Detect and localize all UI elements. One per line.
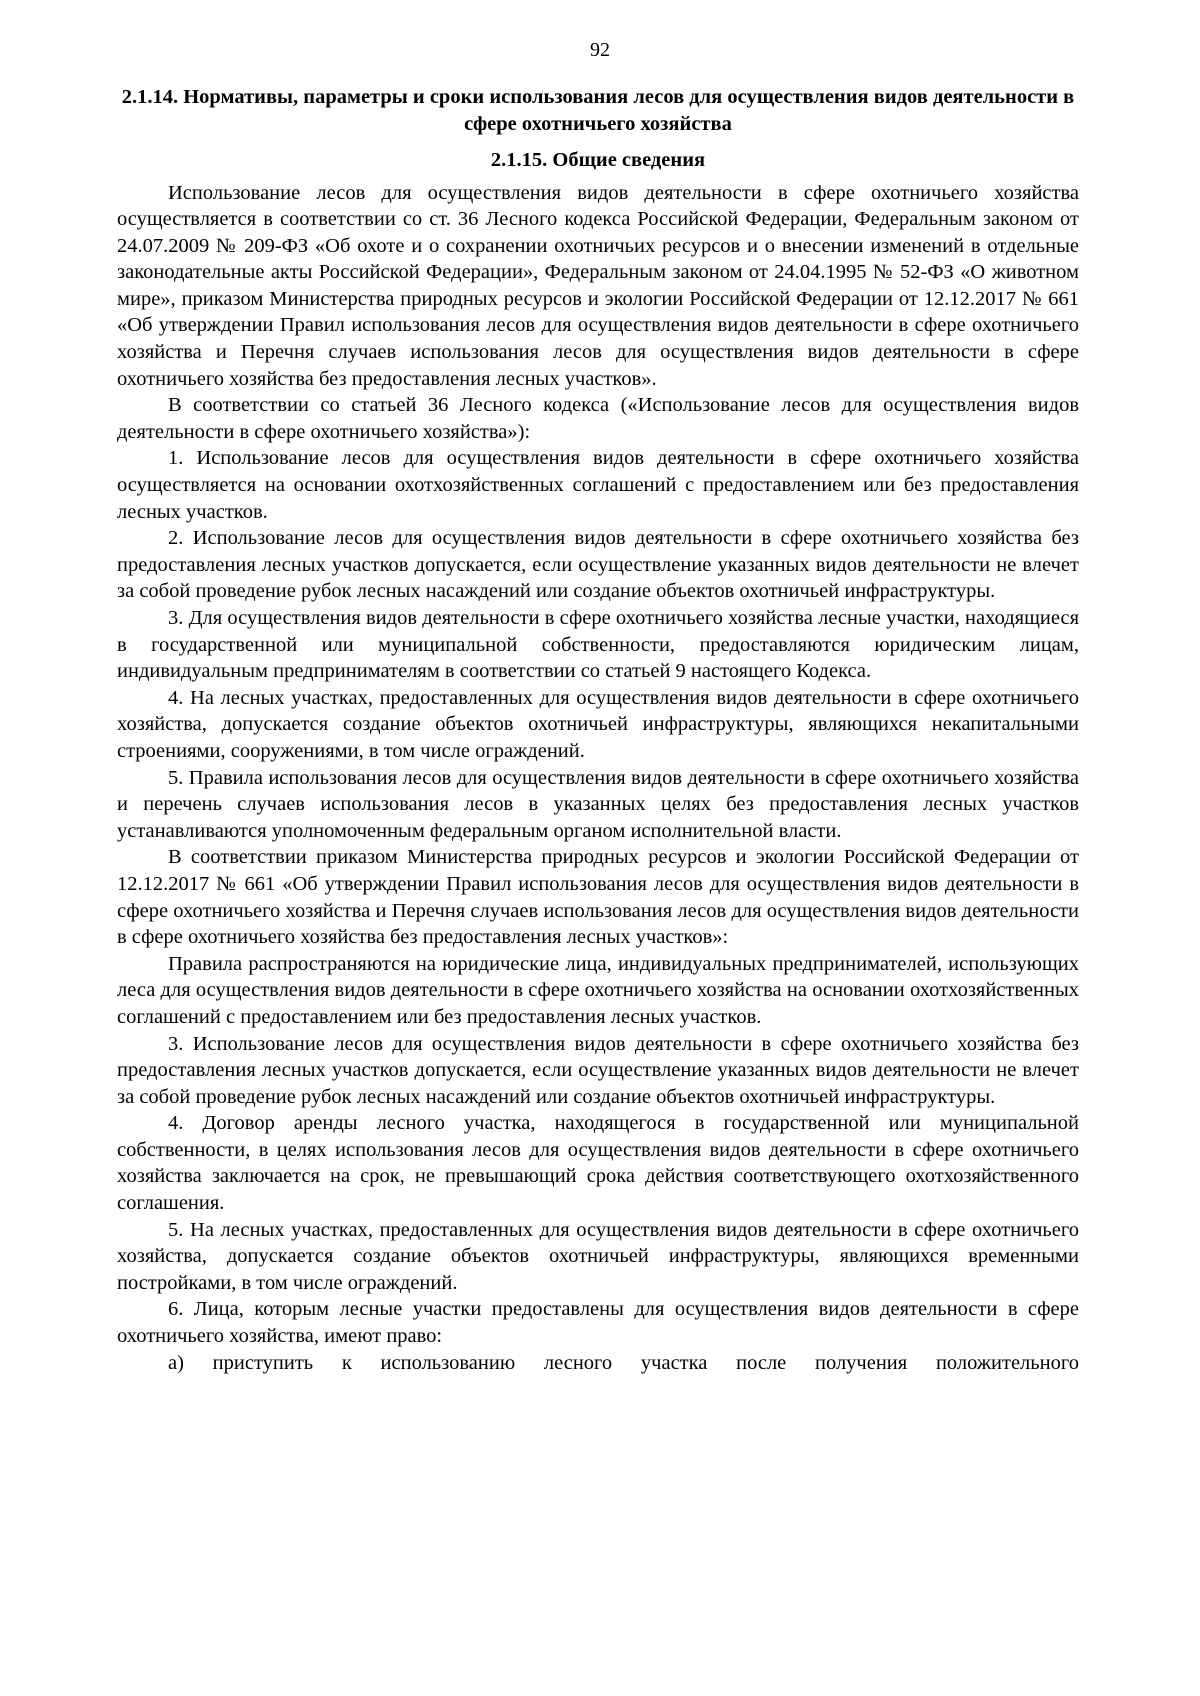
paragraph-article-36-item-3: 3. Для осуществления видов деятельности в сфере охотничьего хозяйства лесные участки, находящиеся в государственной или муниципальной собственности, предоставляются юридическим лицам, индивидуальным предпринимателям в соответствии со статьей 9 настоящего Кодекса. [117, 607, 1079, 683]
section-heading: 2.1.14. Нормативы, параметры и сроки использования лесов для осуществления видов деятельности в сфере охотничьего хозяйства [121, 86, 1075, 135]
paragraph-rules-item-6a: а) приступить к использованию лесного участка после получения положительного [168, 1351, 1079, 1374]
paragraph-order-661-lead: В соответствии приказом Министерства природных ресурсов и экологии Российской Федерации от 12.12.2017 № 661 «Об утверждении Правил использования лесов для осуществления видов деятельности в сфере охотничьего хозяйства и Перечня случаев использования лесов для осуществления видов деятельности в сфере охотничьего хозяйства без предоставления лесных участков»: [117, 846, 1079, 949]
subsection-heading: 2.1.15. Общие сведения [490, 149, 706, 171]
paragraph-rules-item-3: 3. Использование лесов для осуществления видов деятельности в сфере охотничьего хозяйства без предоставления лесных участков допускается, если осуществление указанных видов деятельности не влечет за собой проведение рубок лесных насаждений или создание объектов охотничьей инфраструктуры. [117, 1032, 1079, 1108]
paragraph-rules-scope: Правила распространяются на юридические лица, индивидуальных предпринимателей, использующих леса для осуществления видов деятельности в сфере охотничьего хозяйства на основании охотхозяйственных соглашений с предоставлением или без предоставления лесных участков. [117, 952, 1079, 1028]
paragraph-article-36-item-2: 2. Использование лесов для осуществления видов деятельности в сфере охотничьего хозяйства без предоставления лесных участков допускается, если осуществление указанных видов деятельности не влечет за собой проведение рубок лесных насаждений или создание объектов охотничьей инфраструктуры. [117, 527, 1079, 603]
paragraph-rules-item-4: 4. Договор аренды лесного участка, находящегося в государственной или муниципальной собственности, в целях использования лесов для осуществления видов деятельности в сфере охотничьего хозяйства заключается на срок, не превышающий срока действия соответствующего охотхозяйственного соглашения. [117, 1112, 1079, 1215]
paragraph-rules-item-5: 5. На лесных участках, предоставленных для осуществления видов деятельности в сфере охотничьего хозяйства, допускается создание объектов охотничьей инфраструктуры, являющихся временными постройками, в том числе ограждений. [117, 1218, 1079, 1294]
paragraph-article-36-item-4: 4. На лесных участках, предоставленных для осуществления видов деятельности в сфере охотничьего хозяйства, допускается создание объектов охотничьей инфраструктуры, являющихся некапитальными строениями, сооружениями, в том числе ограждений. [117, 686, 1079, 762]
paragraph-intro: Использование лесов для осуществления видов деятельности в сфере охотничьего хозяйства осуществляется в соответствии со ст. 36 Лесного кодекса Российской Федерации, Федеральным законом от 24.07.2009 № 209-ФЗ «Об охоте и о сохранении охотничьих ресурсов и о внесении изменений в отдельные законодательные акты Российской Федерации», Федеральным законом от 24.04.1995 № 52-ФЗ «О животном мире», приказом Министерства природных ресурсов и экологии Российской Федерации от 12.12.2017 № 661 «Об утверждении Правил использования лесов для осуществления видов деятельности в сфере охотничьего хозяйства и Перечня случаев использования лесов для осуществления видов деятельности в сфере охотничьего хозяйства без предоставления лесных участков». [117, 181, 1079, 390]
paragraph-article-36-lead: В соответствии со статьей 36 Лесного кодекса («Использование лесов для осуществления видов деятельности в сфере охотничьего хозяйства»): [117, 394, 1079, 443]
paragraph-article-36-item-5: 5. Правила использования лесов для осуществления видов деятельности в сфере охотничьего хозяйства и перечень случаев использования лесов в указанных целях без предоставления лесных участков устанавливаются уполномоченным федеральным органом исполнительной власти. [117, 766, 1079, 842]
paragraph-rules-item-6: 6. Лица, которым лесные участки предоставлены для осуществления видов деятельности в сфере охотничьего хозяйства, имеют право: [117, 1298, 1079, 1348]
page-number: 92 [590, 39, 610, 61]
paragraph-article-36-item-1: 1. Использование лесов для осуществления видов деятельности в сфере охотничьего хозяйства осуществляется на основании охотхозяйственных соглашений с предоставлением или без предоставления лесных участков. [117, 447, 1079, 523]
page-body [117, 84, 1079, 1376]
